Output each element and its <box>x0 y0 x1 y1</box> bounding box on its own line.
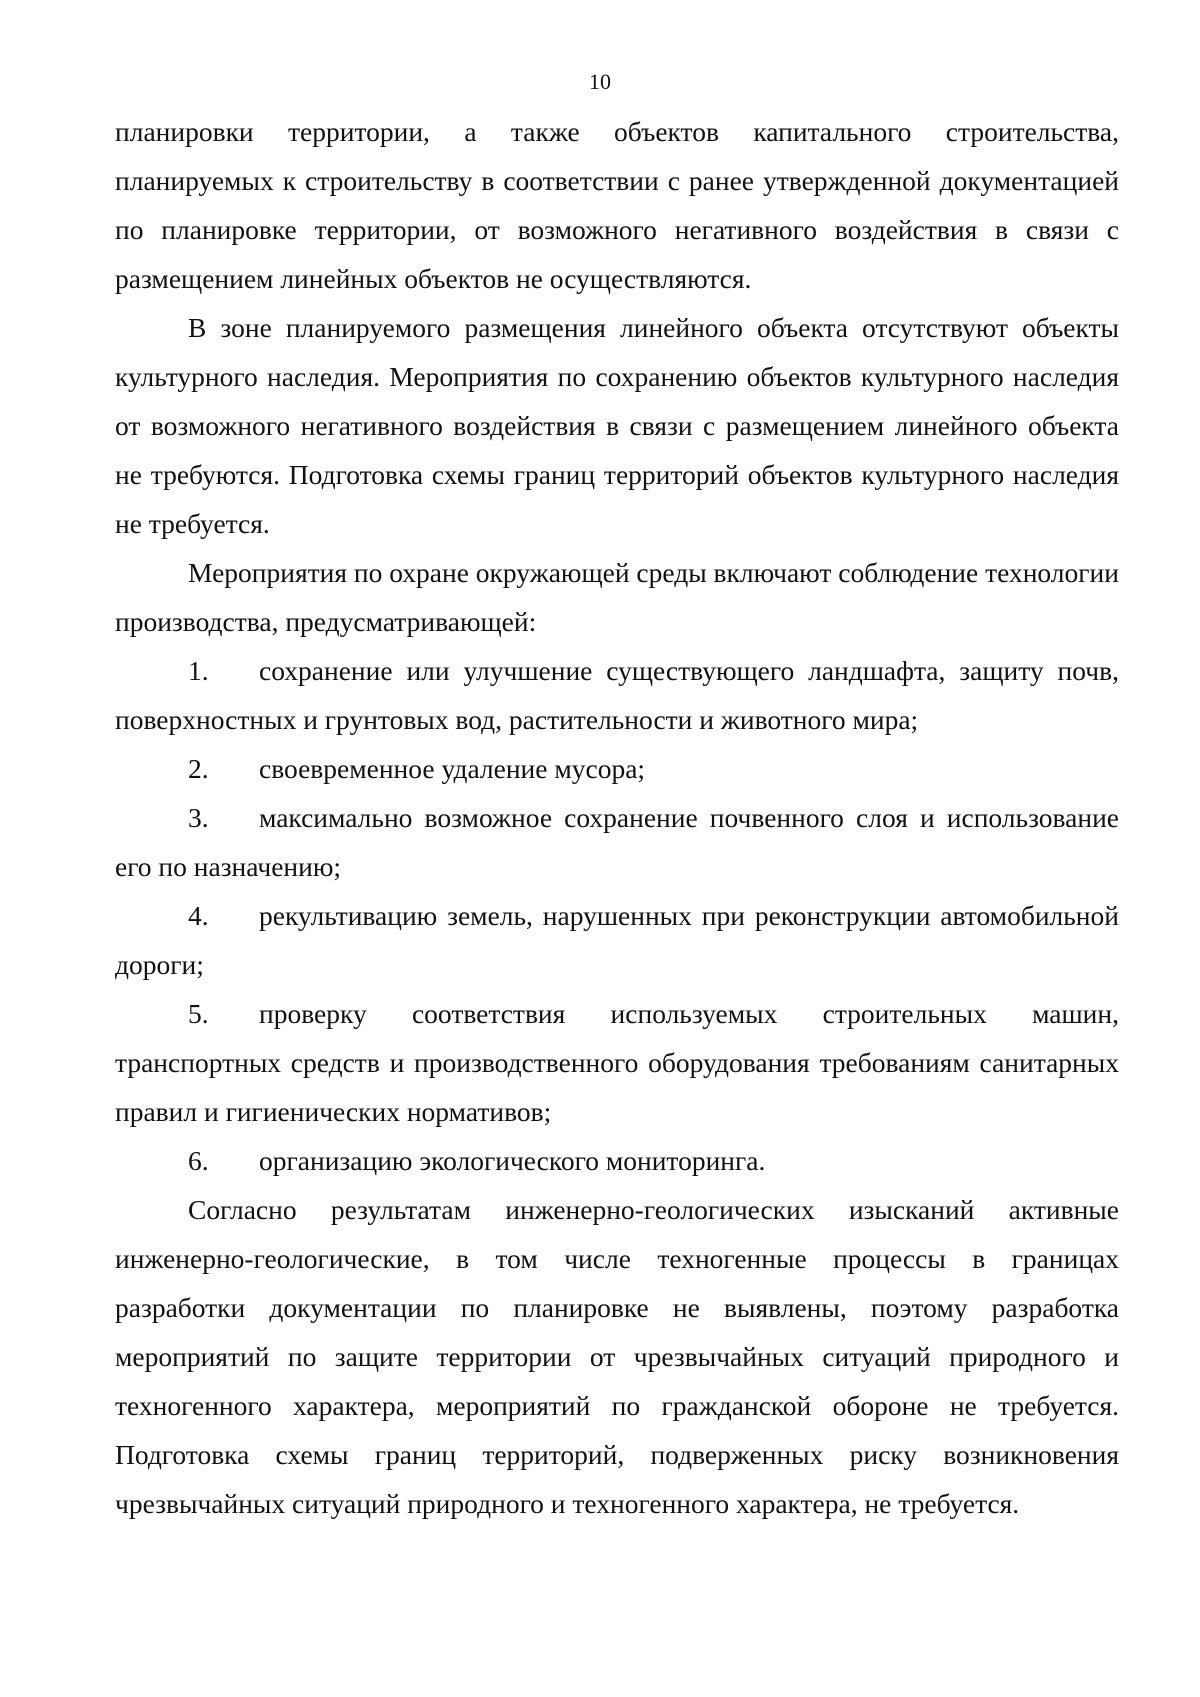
list-item-number: 3. <box>188 802 209 833</box>
list-item <box>115 744 1119 793</box>
list-item-number: 4. <box>188 900 209 931</box>
list-item-text: рекультивацию земель, нарушенных при реконструкции автомобильной дороги; <box>115 900 1119 980</box>
list-item-number: 5. <box>188 998 209 1029</box>
list-item-text: проверку соответствия используемых строительных машин, транспортных средств и производственного оборудования требованиям санитарных правил и гигиенических нормативов; <box>115 998 1119 1127</box>
list-item <box>115 989 1119 1136</box>
list-item <box>115 646 1119 744</box>
paragraph-continuation: планировки территории, а также объектов капитального строительства, планируемых к строительству в соответствии с ранее утвержденной документацией по планировке территории, от возможного негативного воздействия в связи с размещением линейных объектов не осуществляются. <box>115 116 1119 294</box>
list-item <box>115 793 1119 891</box>
list-item-text: организацию экологического мониторинга. <box>259 1145 766 1176</box>
list-item-text: сохранение или улучшение существующего ландшафта, защиту почв, поверхностных и грунтовых вод, растительности и животного мира; <box>115 655 1119 735</box>
document-body <box>115 107 1119 1528</box>
list-item-text: максимально возможное сохранение почвенного слоя и использование его по назначению; <box>115 802 1119 882</box>
paragraph-environment-measures: Мероприятия по охране окружающей среды включают соблюдение технологии производства, предусматривающей: <box>115 557 1119 637</box>
list-item <box>115 891 1119 989</box>
list-item-number: 2. <box>188 753 209 784</box>
list-item <box>115 1136 1119 1185</box>
page-number: 10 <box>589 69 611 94</box>
list-item-number: 6. <box>188 1145 209 1176</box>
list-item-text: своевременное удаление мусора; <box>259 753 646 784</box>
paragraph-geology: Согласно результатам инженерно-геологических изысканий активные инженерно-геологические, в том числе техногенные процессы в границах разработки документации по планировке не выявлены, поэтому разработка мероприятий по защите территории от чрезвычайных ситуаций природного и техногенного характера, мероприятий по гражданской обороне не требуется. Подготовка схемы границ территорий, подверженных риску возникновения чрезвычайных ситуаций природного и техногенного характера, не требуется. <box>115 1194 1119 1519</box>
paragraph-cultural-heritage: В зоне планируемого размещения линейного объекта отсутствуют объекты культурного наследия. Мероприятия по сохранению объектов культурного наследия от возможного негативного воздействия в связи с размещением линейного объекта не требуются. Подготовка схемы границ территорий объектов культурного наследия не требуется. <box>115 312 1119 539</box>
list-item-number: 1. <box>188 655 209 686</box>
